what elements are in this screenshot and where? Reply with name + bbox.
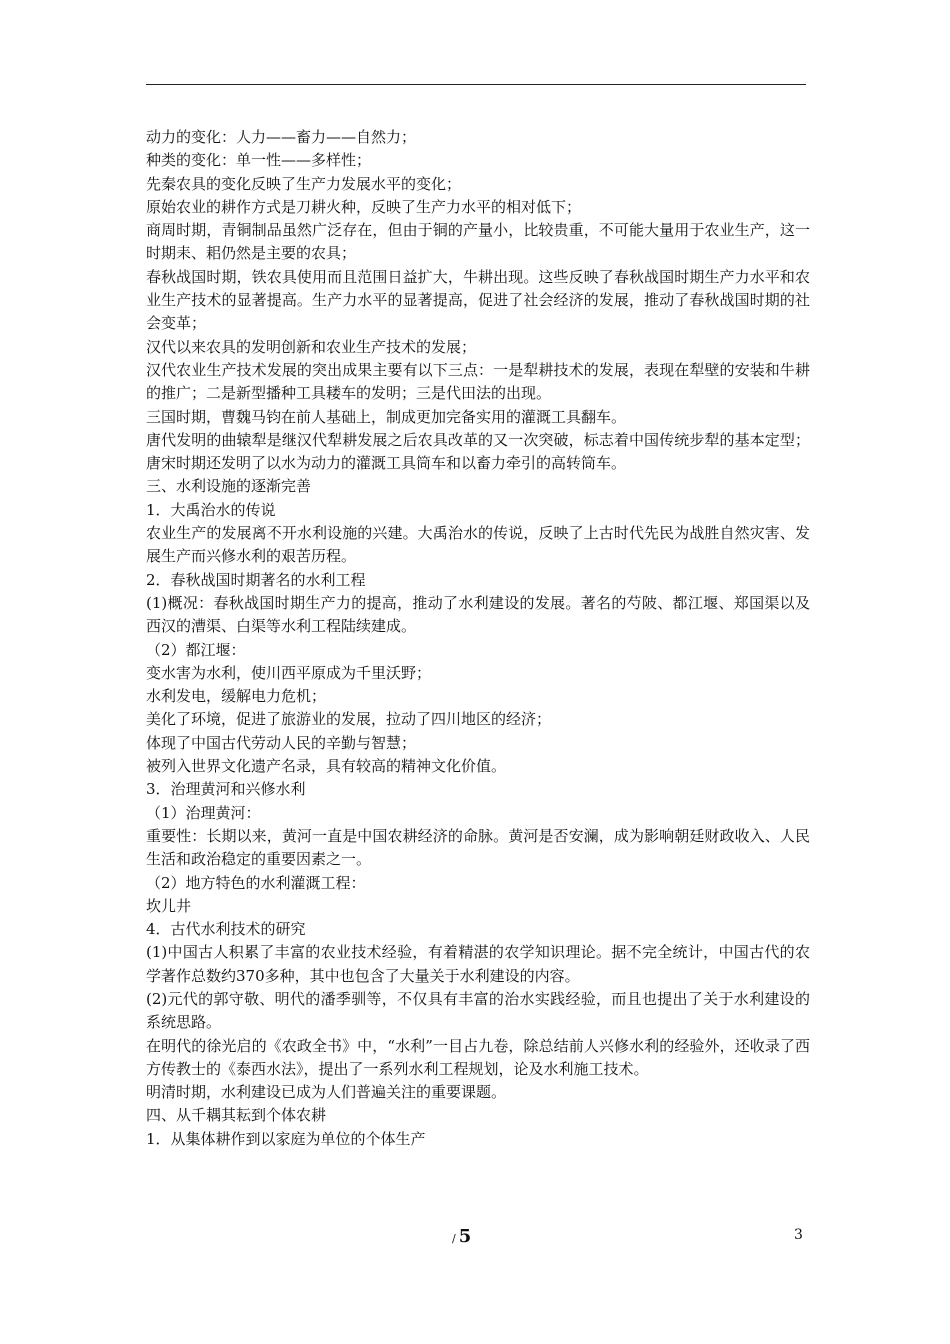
paragraph: 农业生产的发展离不开水利设施的兴建。大禹治水的传说，反映了上古时代先民为战胜自然灾害、发展生产而兴修水利的艰苦历程。 (146, 524, 810, 566)
page-total (452, 1226, 471, 1247)
paragraph: 坎儿井 (146, 896, 192, 915)
paragraph: 明清时期，水利建设已成为人们普遍关注的重要课题。 (146, 1083, 507, 1102)
paragraph: (1)概况：春秋战国时期生产力的提高，推动了水利建设的发展。著名的芍陂、都江堰、郑国渠以及西汉的漕渠、白渠等水利工程陆续建成。 (146, 593, 810, 636)
page-number: 3 (794, 1227, 803, 1243)
paragraph: 三、水利设施的逐渐完善 (146, 477, 312, 496)
paragraph: 1．大禹治水的传说 (146, 500, 276, 519)
paragraph: 被列入世界文化遗产名录，具有较高的精神文化价值。 (146, 757, 507, 776)
paragraph: （1）治理黄河： (146, 803, 261, 822)
paragraph: 2．春秋战国时期著名的水利工程 (146, 570, 366, 589)
paragraph: （2）地方特色的水利灌溉工程： (146, 873, 366, 892)
paragraph: 体现了中国古代劳动人民的辛勤与智慧； (146, 733, 417, 752)
paragraph: (2)元代的郭守敬、明代的潘季驯等，不仅具有丰富的治水实践经验，而且也提出了关于水利建设的系统思路。 (146, 989, 810, 1032)
paragraph: 3．治理黄河和兴修水利 (146, 780, 306, 799)
paragraph: 在明代的徐光启的《农政全书》中，“水利”一目占九卷，除总结前人兴修水利的经验外，还收录了西方传教士的《泰西水法》，提出了一系列水利工程规划，论及水利施工技术。 (146, 1036, 810, 1078)
paragraph: （2）都江堰： (146, 640, 246, 659)
paragraph: 4．古代水利技术的研究 (146, 920, 306, 939)
paragraph: 汉代以来农具的发明创新和农业生产技术的发展； (146, 337, 477, 356)
paragraph: 四、从千耦其耘到个体农耕 (146, 1106, 327, 1125)
paragraph: (1)中国古人积累了丰富的农业技术经验，有着精湛的农学知识理论。据不完全统计，中国古代的农学著作总数约370多种，其中也包含了大量关于水利建设的内容。 (146, 943, 810, 985)
paragraph: 三国时期，曹魏马钧在前人基础上，制成更加完备实用的灌溉工具翻车。 (146, 407, 627, 426)
total-pages: 5 (458, 1226, 472, 1247)
header-rule (146, 84, 806, 85)
paragraph: 变水害为水利，使川西平原成为千里沃野； (146, 663, 432, 682)
paragraph: 先秦农具的变化反映了生产力发展水平的变化； (146, 174, 462, 193)
paragraph: 1．从集体耕作到以家庭为单位的个体生产 (146, 1129, 426, 1148)
paragraph: 商周时期，青铜制品虽然广泛存在，但由于铜的产量小，比较贵重，不可能大量用于农业生产，这一时期耒、耜仍然是主要的农具； (146, 221, 810, 263)
paragraph: 春秋战国时期，铁农具使用而且范围日益扩大，牛耕出现。这些反映了春秋战国时期生产力水平和农业生产技术的显著提高。生产力水平的显著提高，促进了社会经济的发展，推动了春秋战国时期的社会变革； (146, 267, 810, 333)
paragraph: 重要性：长期以来，黄河一直是中国农耕经济的命脉。黄河是否安澜，成为影响朝廷财政收入、人民生活和政治稳定的重要因素之一。 (146, 826, 810, 869)
paragraph: 唐代发明的曲辕犁是继汉代犁耕发展之后农具改革的又一次突破，标志着中国传统步犁的基本定型；唐宋时期还发明了以水为动力的灌溉工具筒车和以畜力牵引的高转筒车。 (146, 430, 810, 473)
paragraph: 动力的变化：人力——畜力——自然力； (146, 128, 417, 146)
paragraph: 水利发电，缓解电力危机； (146, 687, 327, 706)
paragraph: 汉代农业生产技术发展的突出成果主要有以下三点：一是犁耕技术的发展，表现在犁壁的安装和牛耕的推广；二是新型播种工具耧车的发明；三是代田法的出现。 (146, 360, 810, 403)
paragraph: 原始农业的耕作方式是刀耕火种，反映了生产力水平的相对低下； (146, 197, 582, 216)
page-separator: / (452, 1232, 456, 1245)
document-body (146, 126, 810, 1151)
paragraph: 美化了环境，促进了旅游业的发展，拉动了四川地区的经济； (146, 710, 552, 729)
paragraph: 种类的变化：单一性——多样性； (146, 151, 372, 170)
